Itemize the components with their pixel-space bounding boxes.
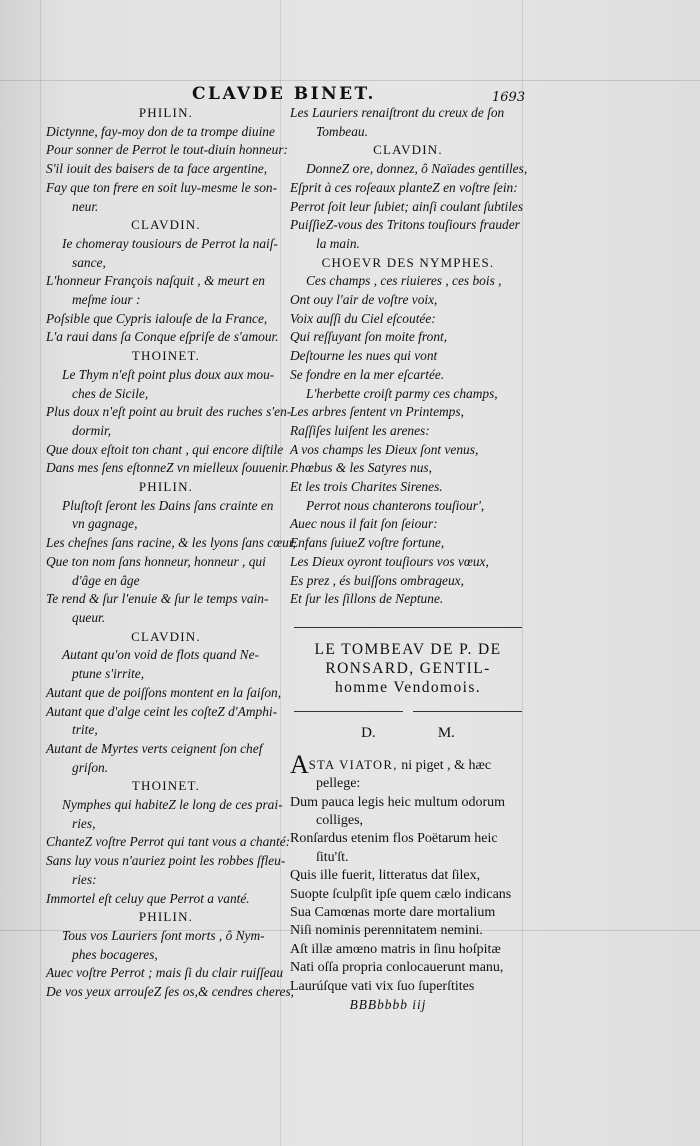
verse-line: Phœbus & les Satyres nus, (290, 460, 432, 476)
verse-continuation: phes bocageres, (72, 946, 158, 962)
tombeau-title-line: LE TOMBEAV DE P. DE (314, 640, 502, 658)
verse-line: Pour sonner de Perrot le tout-diuin honneur: (46, 142, 288, 158)
latin-epitaph (290, 775, 526, 996)
latin-epitaph-first-line (290, 749, 526, 779)
verse-line: Ont ouy l'air de voſtre voix, (290, 292, 438, 308)
left-column (46, 104, 296, 1002)
verse-continuation: queur. (72, 609, 106, 625)
latin-line: colliges, (316, 812, 364, 828)
verse-line: Que doux eſtoit ton chant , qui encore diſtile (46, 441, 284, 457)
right-column-verse (290, 104, 526, 609)
fold-line (40, 0, 41, 1146)
verse-continuation: ptune s'irrite, (72, 666, 145, 682)
verse-line: L'honneur François naſquit , & meurt en (46, 273, 265, 289)
verse-line: Fay que ton frere en soit luy-mesme le son- (46, 179, 278, 195)
verse-line: Perrot ſoit leur ſubiet; ainſi coulant ſubtiles (290, 198, 524, 214)
running-header: CLAVDE BINET. (192, 84, 376, 104)
verse-line: L'herbette croiſt parmy ces champs, (306, 385, 498, 401)
latin-line: Ronſardus etenim flos Poëtarum heic (290, 831, 498, 847)
verse-continuation: ries: (72, 871, 97, 887)
latin-first-tail: ni piget , & hæc (397, 757, 492, 773)
tombeau-title-line: RONSARD, GENTIL- (325, 659, 491, 677)
verse-line: Ces champs , ces riuieres , ces bois , (306, 273, 502, 289)
latin-line: Dum pauca legis heic multum odorum (290, 794, 506, 810)
right-column (290, 104, 526, 1015)
verse-line: Voix auſſi du Ciel eſcoutée: (290, 310, 436, 326)
signature-mark: BBBbbbb iij (349, 996, 427, 1012)
crease-line (0, 80, 700, 81)
verse-line: Sans luy vous n'auriez point les robbes ſfleu- (46, 853, 286, 869)
speaker-heading: CHOEVR DES NYMPHES. (321, 254, 495, 270)
verse-line: Ie chomeray tousiours de Perrot la naiſ- (62, 235, 278, 251)
verse-line: Que ton nom ſans honneur, honneur , qui (46, 553, 266, 569)
verse-line: Raſſiſes luiſent les arenes: (290, 422, 430, 438)
verse-line: ChanteZ voſtre Perrot qui tant vous a chanté: (46, 834, 291, 850)
latin-line: Niſi nominis perennitatem nemini. (290, 923, 483, 939)
latin-line: Quis ille fuerit, litteratus dat ſilex, (290, 868, 481, 884)
drop-cap: A (290, 749, 309, 779)
verse-line: Immortel eſt celuy que Perrot a vanté. (46, 890, 250, 906)
speaker-heading: PHILIN. (138, 105, 194, 120)
verse-line: Et les trois Charites Sirenes. (290, 479, 443, 495)
verse-continuation: vn gagnage, (72, 516, 138, 532)
verse-line: Autant que de poiſſons montent en la ſaiſon, (46, 684, 282, 700)
verse-line: Et ſur les ſillons de Neptune. (290, 591, 444, 607)
latin-line: Sua Camœnas morte dare mortalium (290, 904, 496, 920)
verse-continuation: meſme iour : (72, 292, 141, 308)
verse-line: Dans mes ſens eſtonneZ vn mielleux ſouuenir. (46, 460, 289, 476)
verse-line: DonneZ ore, donnez, ô Naïades gentilles, (306, 161, 528, 177)
verse-line: S'il iouit des baisers de ta face argentine, (46, 161, 268, 177)
verse-line: Pluſtoſt ſeront les Dains ſans crainte en (62, 497, 274, 513)
verse-line: Le Thym n'eſt point plus doux aux mou- (62, 366, 275, 382)
verse-line: Autant que d'alge ceint les coſteZ d'Amphi- (46, 703, 278, 719)
verse-line: Es prez , és buiſſons ombrageux, (290, 572, 464, 588)
verse-line: Les cheſnes ſans racine, & les lyons ſans cœur, (46, 535, 296, 551)
verse-line: L'a raui dans ſa Conque eſpriſe de s'amour. (46, 329, 279, 345)
speaker-heading: THOINET. (131, 778, 201, 794)
verse-continuation: griſon. (72, 759, 109, 775)
verse-line: Tous vos Lauriers ſont morts , ô Nym- (62, 927, 265, 943)
latin-line: Laurúſque vati vix ſuo ſuperſtites (290, 978, 475, 994)
verse-line: Plus doux n'eſt point au bruit des ruches s'en- (46, 404, 292, 420)
verse-line: Auec voſtre Perrot ; mais ſi du clair ruiſſeau (46, 965, 284, 981)
latin-line: ſitu'ſt. (316, 849, 349, 865)
verse-line: Dictynne, fay-moy don de ta trompe diuine (46, 123, 275, 139)
verse-line: Te rend & ſur l'enuie & ſur le temps vain- (46, 591, 269, 607)
dm-letter-d: D. (361, 724, 376, 741)
verse-line: De vos yeux arrouſeZ ſes os,& cendres cheres, (46, 984, 295, 1000)
speaker-heading: PHILIN. (138, 909, 194, 925)
latin-line: Suopte ſculpſit ipſe quem cælo indicans (290, 886, 512, 902)
verse-continuation: dormir, (72, 422, 112, 438)
speaker-heading: PHILIN. (138, 479, 194, 495)
verse-line: Eſprit à ces roſeaux planteZ en voſtre ſein: (290, 179, 518, 195)
speaker-heading: CLAVDIN. (131, 217, 201, 233)
verse-continuation: ches de Sicile, (72, 385, 149, 401)
verse-line: PuiſſieZ-vous des Tritons touſiours frauder (290, 217, 520, 233)
verse-line: A vos champs les Dieux ſont venus, (290, 441, 479, 457)
dm-letter-m: M. (437, 724, 455, 741)
verse-line: Autant qu'on void de flots quand Ne- (62, 647, 260, 663)
verse-line: Se fondre en la mer eſcartée. (290, 366, 445, 382)
latin-small-caps: STA VIATOR, (308, 757, 398, 772)
verse-line: Perrot nous chanterons touſiour', (306, 497, 485, 513)
verse-line: Auec nous il fait ſon ſeiour: (290, 516, 438, 532)
verse-line: Les Lauriers renaiſtront du creux de ſon (290, 105, 505, 120)
tombeau-title (290, 640, 526, 697)
verse-line: Deſtourne les nues qui vont (290, 348, 438, 364)
latin-line: pellege: (316, 776, 361, 792)
verse-continuation: sance, (72, 254, 106, 270)
verse-continuation: la main. (316, 235, 360, 251)
verse-continuation: neur. (72, 198, 99, 214)
verse-continuation: Tombeau. (316, 123, 368, 139)
verse-continuation: trite, (72, 722, 98, 738)
speaker-heading: CLAVDIN. (373, 142, 443, 158)
dis-manibus (290, 724, 526, 743)
verse-line: Poſsible que Cypris ialouſe de la France, (46, 310, 268, 326)
latin-line: Aſt illæ amœno matris in ſinu hoſpitæ (290, 941, 501, 957)
speaker-heading: THOINET. (131, 348, 201, 364)
verse-line: Qui reſſuyant ſon moite front, (290, 329, 448, 345)
latin-line: Nati oſſa propria conlocauerunt manu, (290, 960, 504, 976)
verse-continuation: ries, (72, 815, 96, 831)
verse-line: Enfans ſuiueZ voſtre fortune, (290, 535, 445, 551)
verse-line: Les Dieux oyront touſiours vos vœux, (290, 553, 489, 569)
verse-line: Autant de Myrtes verts ceignent ſon chef (46, 740, 263, 756)
speaker-heading: CLAVDIN. (131, 628, 201, 644)
verse-continuation: d'âge en âge (72, 572, 140, 588)
verse-line: Nymphes qui habiteZ le long de ces prai- (62, 797, 283, 813)
page-number: 1693 (492, 90, 526, 105)
tombeau-title-line: homme Vendomois. (334, 678, 482, 696)
verse-line: Les arbres ſentent vn Printemps, (290, 404, 464, 420)
